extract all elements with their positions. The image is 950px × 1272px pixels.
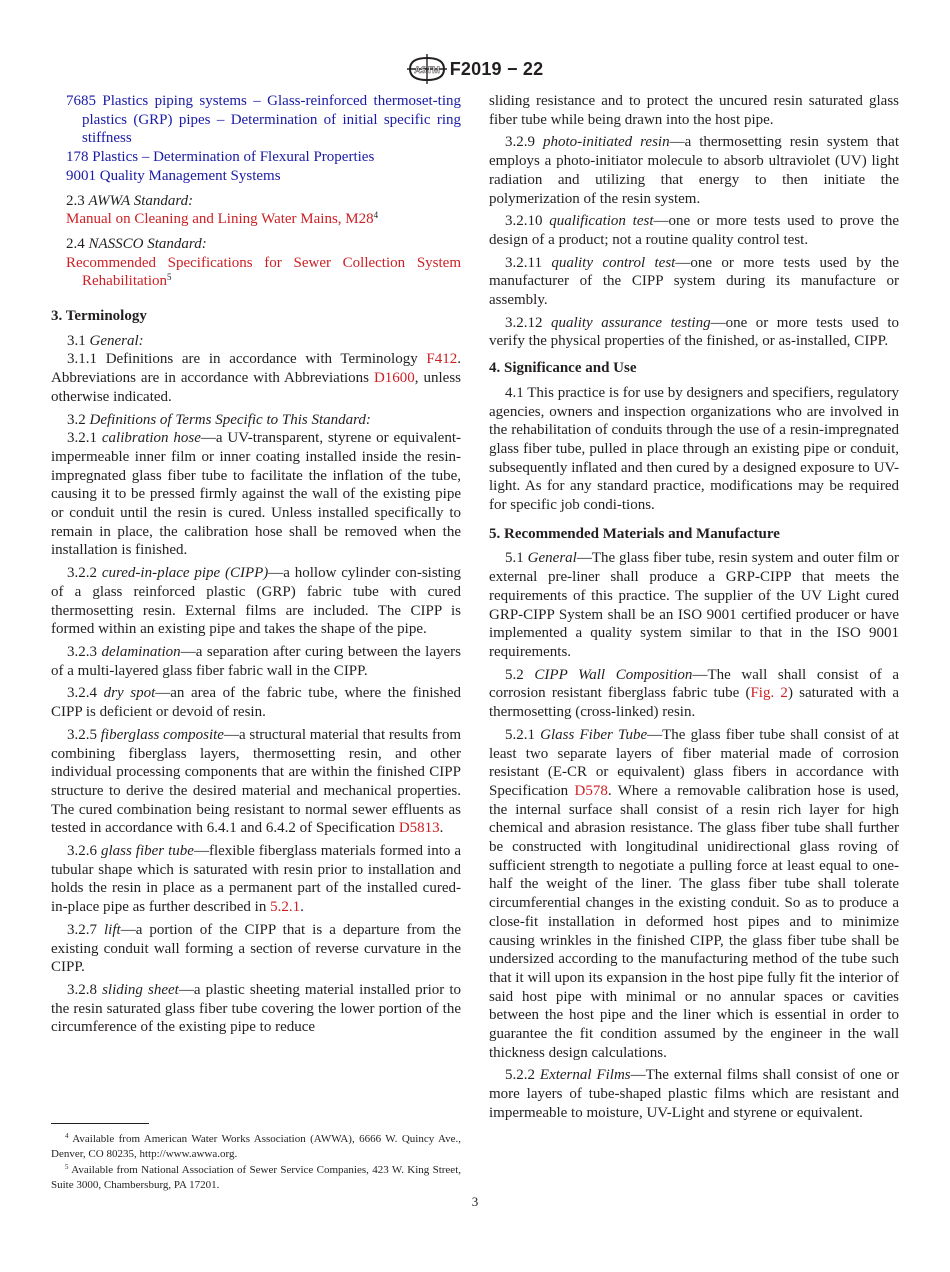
def-3-2-8-start: 3.2.8 sliding sheet—a plastic sheeting material installed prior to the resin saturated glass fiber tube covering the lower portion of the circumference of the existing pipe to reduce [51,981,461,1036]
logo-text: ASTM [413,65,440,75]
section-5-2: 5.2 CIPP Wall Composition—The wall shall consist of a corrosion resistant fiberglass fabric tube (Fig. 2) saturated with a thermosetting (cross-linked) resin. [489,666,900,721]
awwa-heading: 2.3 AWWA Standard: [66,192,194,209]
section-3-1-1: 3.1.1 Definitions are in accordance with Terminology F412. Abbreviations are in accordance with Abbreviations D1600, unless otherwise indicated. [51,351,461,405]
right-column [489,92,899,1127]
def-3-2-8-cont: sliding resistance and to protect the uncured resin saturated glass fiber tube while being drawn into the host pipe. [489,93,899,128]
link-d1600[interactable]: D1600 [373,370,415,387]
section-3-1: 3.1 General: [67,332,144,349]
section-5-heading: 5. Recommended Materials and Manufacture [489,525,780,542]
section-5-2-1: 5.2.1 Glass Fiber Tube—The glass fiber tube shall consist of at least two separate layers of fiber material made of corrosion resistant (E-CR or equivalent) glass fibers in accordance with Specification D578. Where a removable calibration hose is used, the internal surface shall consist of a resin rich layer for high chemical and abrasion resistance. The glass fiber tube shall further be constructed with longitudinal unidirectional glass roving of sufficient strength to negotiate a pulling force at least equal to one-half the weight of the liner. The glass fiber tube shall tolerate circumferential changes in the existing conduit. So as to produce a close-fit installation in deformed host pipes and to minimize causing wrinkles in the finished CIPP, the glass fiber tube shall be undersized according to the manufacturing method of the tube such that it will upon its expansion in the host pipe fully fit the interior of said host pipe with minimal or no annular spaces or cavities between the host pipe and the liner which is essential in order to guarantee the fit condition assumed by the engineer in the wall thickness design calculations. [489,726,899,1061]
left-column [51,92,461,1041]
def-3-2-9: 3.2.9 photo-initiated resin—a thermosetting resin system that employs a photo-initiator molecule to absorb ultraviolet (UV) light radiation and utilizing that energy to then initiate the polymerization of the resin system. [489,134,900,207]
section-4-heading: 4. Significance and Use [489,360,637,377]
link-d5813[interactable]: D5813 [398,820,440,837]
section-5-1: 5.1 General—The glass fiber tube, resin system and outer film or external pre-liner shall produce a GRP-CIPP that meets the requirements of this practice. The supplier of the UV Light cured GRP-CIPP System shall be an ISO 9001 certified producer or have implemented a quality system similar to that in the ISO 9001 requirements. [489,550,900,660]
link-d578[interactable]: D578 [574,782,608,799]
link-5-2-1[interactable]: 5.2.1 [270,899,301,916]
section-4-1: 4.1 This practice is for use by designers and specifiers, regulatory agencies, owners and inspection organizations who are involved in the rehabilitation of conduits through the use of a resin-impregnated glass fiber tube, pulled in place through an existing pipe or conduit, subsequently inflated and then cured by a designed exposure to UV-light. As for any standard practice, modifications may be required for specific job condi-tions. [489,384,899,514]
link-fig-2[interactable]: Fig. 2 [750,685,788,702]
astm-logo-icon [407,54,447,84]
nassco-item[interactable]: Recommended Specifications for Sewer Collection System Rehabilitation$^5$ [66,254,461,290]
page-number: 3 [471,1194,479,1209]
awwa-item[interactable]: Manual on Cleaning and Lining Water Mains, $M28^4$ [66,210,379,228]
section-3-heading: 3. Terminology [51,308,147,325]
nassco-heading: 2.4 NASSCO Standard: [66,235,207,252]
section-3-2: 3.2 Definitions of Terms Specific to This Standard: [67,411,371,428]
def-3-2-1: 3.2.1 calibration hose—a UV-transparent, styrene or equivalent-impermeable inner film or inner coating installed inside the resin-impregnated glass fiber tube to facilitate the inflation of the tube, causing it to be pressed firmly against the wall of the existing pipe or conduit until the resin is cured. Unless installed specifically to remain in place, the calibration hose shall be removed when the installation is finished. [51,430,461,559]
def-3-2-10: 3.2.10 qualification test—one or more tests used to prove the design of a product; not a routine quality control test. [489,213,900,248]
def-3-2-3: 3.2.3 delamination—a separation after curing between the layers of a multi-layered glass fiber fabric wall in the CIPP. [51,643,461,679]
footnote-5: $^5$ Available from National Association of Sewer Service Companies, 423 W. King Street, Suite 3000, Chambersburg, PA 17201. [51,1163,461,1191]
def-3-2-5: 3.2.5 fiberglass composite—a structural material that results from combining fiberglass layers, thermosetting resin, and other individual processing components that are within the finished CIPP structure to derive the desired material and mechanical properties. The cured combination being resistant to normal sewer effluents as tested in accordance with 6.4.1 and 6.4.2 of Specification D5813. [51,726,462,837]
footnote-divider [51,1123,149,1124]
def-3-2-12: 3.2.12 quality assurance testing—one or more tests used to verify the physical properties of the finished, or as-installed, CIPP. [489,314,899,350]
def-3-2-11: 3.2.11 quality control test—one or more tests used by the manufacturer of the CIPP system during its manufacture or assembly. [489,254,899,309]
footnotes [51,1132,461,1194]
footnote-4: $^4$ Available from American Water Works Association (AWWA), 6666 W. Quincy Ave., Denver, CO 80235, http://www.awwa.org. [51,1132,461,1160]
def-3-2-7: 3.2.7 lift—a portion of the CIPP that is a departure from the existing conduit wall forming a section of reverse curvature in the CIPP. [51,921,461,976]
def-3-2-2: 3.2.2 cured-in-place pipe (CIPP)—a hollow cylinder con-sisting of a glass reinforced plastic (GRP) fabric tube with cured thermosetting resin. External films are included. The CIPP is formed within an existing pipe and takes the shape of the pipe. [51,565,461,638]
page-header [0,54,950,84]
iso-ref-7685[interactable]: 7685 Plastics piping systems – Glass-reinforced thermoset-ting plastics (GRP) pipes – Determination of initial specific ring stiffness [66,93,462,147]
def-3-2-6: 3.2.6 glass fiber tube—flexible fiberglass materials formed into a tubular shape which is saturated with resin prior to installation and holds the resin in place as a permanent part of the installed cured-in-place pipe as further described in 5.2.1. [51,843,461,916]
iso-ref-178[interactable]: 178 Plastics – Determination of Flexural Properties [66,149,375,166]
section-5-2-2: 5.2.2 External Films—The external films shall consist of one or more layers of tube-shaped plastic films which are resistant and impermeable to moisture, UV-Light and styrene or equivalent. [489,1067,899,1121]
link-f412[interactable]: F412 [426,351,458,368]
iso-ref-9001[interactable]: 9001 Quality Management Systems [66,167,281,184]
def-3-2-4: 3.2.4 dry spot—an area of the fabric tube, where the finished CIPP is deficient or devoid of resin. [51,685,462,721]
document-id: F2019 − 22 [449,58,544,79]
